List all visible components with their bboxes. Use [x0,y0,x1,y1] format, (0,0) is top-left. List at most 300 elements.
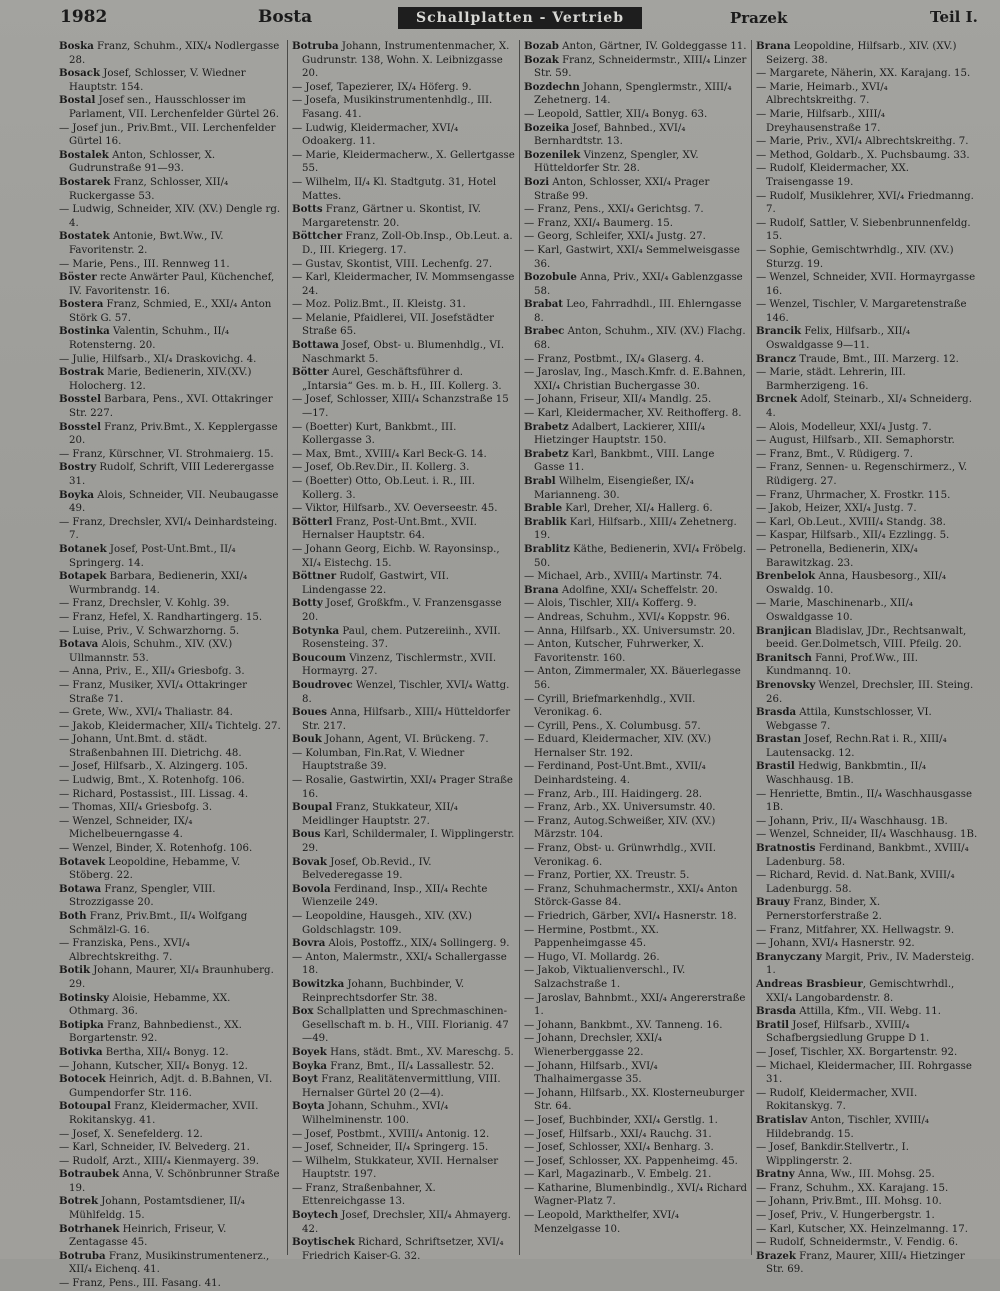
directory-entry [292,1100,515,1127]
entry-name: Bostatek [59,230,110,243]
entry-details: Wenzel, Tischler, XVI/₄ Wattg. 8. [302,679,510,705]
directory-entry [524,951,747,965]
directory-entry [59,298,283,325]
entry-details: — Ludwig, Schneider, XIV. (XV.) Dengle rg. 4. [59,204,281,229]
directory-entry [59,67,283,94]
entry-name: Boyek [292,1045,327,1058]
directory-entry [59,203,283,230]
directory-entry [756,434,979,448]
entry-name: Bostal [59,94,96,107]
entry-name: Bozab [524,40,559,52]
directory-entry [59,815,283,842]
directory-entry [756,40,979,67]
directory-entry [292,625,515,652]
directory-entry [59,1019,283,1046]
directory-entry [756,461,979,488]
entry-details: — Henriette, Bmtin., II/₄ Waschhausgasse 1B. [756,788,972,814]
entry-name: Botruba [59,1249,106,1262]
directory-entry [59,461,283,488]
directory-entry [59,448,283,462]
entry-details: — Josef, X. Senefelderg. 12. [59,1128,203,1140]
entry-details: — Anna, Hilfsarb., XX. Universumstr. 20. [524,625,736,637]
directory-entry [756,1060,979,1087]
entry-details: — Eduard, Kleidermacher, XIV. (XV.) Hernalser Str. 192. [524,734,712,759]
entry-name: Botava [59,638,99,651]
entry-name: Botanek [59,542,107,555]
entry-name: Bosack [59,67,101,80]
entry-name: Bostera [59,298,104,311]
directory-entry [292,733,515,747]
entry-name: Bowitzka [292,977,345,990]
directory-entry [524,393,747,407]
directory-entry [292,774,515,801]
entry-details: recte Anwärter Paul, Küchenchef, IV. Favoritenstr. 16. [69,272,275,297]
directory-entry [524,733,747,760]
entry-name: Boytech [292,1209,339,1222]
entry-name: Boyt [292,1073,319,1086]
directory-entry [59,842,283,856]
entry-name: Brastan [756,733,802,746]
directory-entry [756,706,979,733]
directory-entry [524,584,747,598]
directory-entry [292,1128,515,1142]
entry-details: Wenzel, Drechsler, III. Steing. 26. [766,679,974,705]
entry-details: Fanni, Prof.Ww., III. Kundmannq. 10. [766,652,918,678]
directory-entry [59,1195,283,1222]
entry-details: Heinrich, Adjt. d. B.Bahnen, VI. Gumpendorfer Str. 116. [69,1074,273,1099]
entry-details: Ferdinand, Bankbmt., XVIII/₄ Ladenburg. 58. [766,843,969,868]
directory-entry [292,94,515,121]
directory-entry [292,883,515,910]
entry-details: Marie, Bedienerin, XIV.(XV.) Holocherg. 12. [69,367,252,392]
entry-details: — Rosalie, Gastwirtin, XXI/₄ Prager Straße 16. [292,775,513,800]
entry-name: Bozenilek [524,148,581,161]
entry-details: — Franz, Autog.Schweißer, XIV. (XV.) Märzstr. 104. [524,815,716,841]
column-4 [751,40,983,1276]
directory-entry [59,489,283,516]
entry-details: Franz, Kleidermacher, XVII. Rokitanskyg. 41. [69,1101,259,1126]
directory-entry [59,1046,283,1060]
entry-details: Bertha, XII/₄ Bonyg. 12. [102,1046,229,1058]
entry-name: Böttner [292,570,337,583]
entry-details: — Johann, XVI/₄ Hasnerstr. 92. [756,938,915,950]
directory-entry [756,1019,979,1046]
directory-entry [756,353,979,367]
directory-entry [59,964,283,991]
directory-entry [59,393,283,420]
directory-entry [292,1005,515,1046]
directory-entry [756,1182,979,1196]
entry-details: — Cyrill, Briefmarkenhdlg., XVII. Veronikag. 6. [524,693,696,719]
entry-details: Franz, Binder, X. Pernerstorferstraße 2. [766,897,882,922]
entry-details: — Johann, Priv., II/₄ Waschhausg. 1B. [756,815,948,827]
entry-details: Josef, Schlosser, V. Wiedner Hauptstr. 154. [69,68,246,93]
entry-details: Franz, Priv.Bmt., X. Kepplergasse 20. [69,421,278,447]
entry-details: — Margarete, Näherin, XX. Karajang. 15. [756,68,971,80]
entry-name: Botocek [59,1073,106,1086]
entry-details: — Anna, Priv., E., XII/₄ Griesbofg. 3. [59,666,245,678]
directory-entry [524,665,747,692]
entry-details: — Johann, Bankbmt., XV. Tanneng. 16. [524,1019,723,1031]
directory-entry [524,1060,747,1087]
entry-name: Brablitz [524,542,570,555]
entry-details: — Karl, Kleidermacher, IV. Mommsengasse 24. [292,272,515,297]
entry-name: Botavek [59,855,106,868]
directory-entry [59,679,283,706]
directory-entry [59,883,283,910]
entry-name: Botruba [292,40,339,52]
directory-entry [292,339,515,366]
entry-details: — Katharine, Blumenbindlg., XVI/₄ Richard Wagner-Platz 7. [524,1182,747,1208]
entry-name: Brabetz [524,420,569,433]
entry-name: Bostarek [59,175,111,188]
entry-details: Franz, Zoll-Ob.Insp., Ob.Leut. a. D., III. Kriegerg. 17. [302,231,513,256]
directory-entry [59,611,283,625]
entry-name: Boudrovec [292,678,353,691]
entry-details: Leopoldine, Hilfsarb., XIV. (XV.) Seizerg. 38. [766,41,957,66]
directory-entry [524,801,747,815]
entry-details: — Johann, Unt.Bmt. d. städt. Straßenbahnen III. Dietrichg. 48. [59,734,242,759]
entry-details: — Josef, Bankdir.Stellvertr., I. Wipplingerstr. 2. [756,1142,909,1167]
directory-entry [756,679,979,706]
entry-name: Bötterl [292,515,333,528]
entry-details: — Karl, Kutscher, XX. Heinzelmanng. 17. [756,1223,968,1235]
entry-details: — Josef, Tischler, XX. Borgartenstr. 92. [756,1046,958,1058]
entry-details: — Marie, Heimarb., XVI/₄ Albrechtskreithg. 7. [756,81,888,107]
entry-details: Adalbert, Lackierer, XIII/₄ Hietzinger Hauptstr. 150. [534,421,706,447]
directory-entry [756,135,979,149]
entry-details: Rudolf, Gastwirt, VII. Lindengasse 22. [302,571,449,596]
directory-entry [524,122,747,149]
entry-details: Hans, städt. Bmt., XV. Mareschg. 5. [326,1046,514,1058]
entry-name: Boyka [59,488,94,501]
entry-details: — Franz, Straßenbahner, X. Ettenreichgasse 13. [292,1182,436,1208]
entry-details: — Melanie, Pfaidlerei, VII. Josefstädter Straße 65. [292,312,494,338]
entry-details: Vinzenz, Tischlermstr., XVII. Hormayrg. 27. [302,652,497,678]
entry-details: — Josef, Schlosser, XIII/₄ Schanzstraße 15—17. [292,394,509,420]
directory-entry [292,951,515,978]
entry-name: Bozobule [524,271,577,284]
page-header [0,0,1000,38]
entry-details: — Petronella, Bedienerin, XIX/₄ Barawitzkag. 23. [756,543,918,569]
entry-name: Botipka [59,1018,104,1031]
entry-details: — Leopoldine, Hausgeh., XIV. (XV.) Goldschlagstr. 109. [292,911,473,936]
directory-entry [524,81,747,108]
entry-details: Johann, Schuhm., XVI/₄ Wilhelminenstr. 100. [302,1101,449,1126]
entry-name: Branyczany [756,950,822,963]
directory-entry [292,502,515,516]
directory-entry [292,828,515,855]
entry-name: Bratislav [756,1113,808,1126]
entry-details: Karl, Schildermaler, I. Wipplingerstr. 29. [302,829,515,855]
entry-details: Schallplatten und Sprechmaschinen-Gesellschaft m. b. H., VIII. Florianig. 47—49. [302,1006,509,1045]
entry-details: — Josefa, Musikinstrumentenhdlg., III. Fasang. 41. [292,95,493,120]
entry-name: Branjican [756,624,812,637]
directory-entry [756,271,979,298]
entry-details: — Josef jun., Priv.Bmt., VII. Lerchenfelder Gürtel 16. [59,122,276,148]
directory-entry [292,393,515,420]
entry-name: Brancik [756,325,802,338]
directory-entry [59,1128,283,1142]
entry-details: — Johann, Drechsler, XXI/₄ Wienerberggasse 22. [524,1033,662,1058]
directory-entry [756,217,979,244]
directory-entry [292,1182,515,1209]
directory-entry [292,597,515,624]
entry-name: Botoupal [59,1100,111,1113]
entry-name: Bozi [524,175,550,188]
directory-entry [59,258,283,272]
entry-name: Bottawa [292,339,339,352]
entry-details: — Rudolf, Schneidermstr., V. Fendig. 6. [756,1237,959,1249]
entry-details: — Gustav, Skontist, VIII. Lechenfg. 27. [292,258,493,270]
entry-name: Botrek [59,1195,99,1208]
entry-name: Botik [59,964,91,977]
directory-entry [292,475,515,502]
entry-details: — Rudolf, Musiklehrer, XVI/₄ Friedmanng. 7. [756,190,974,216]
directory-entry [59,1168,283,1195]
entry-details: — Jaroslav, Bahnbmt., XXI/₄ Angererstraße 1. [524,992,746,1018]
directory-entry [756,1195,979,1209]
directory-entry [756,190,979,217]
entry-details: — Franz, Schuhm., XX. Karajang. 15. [756,1182,949,1194]
entry-details: — Franz, Kürschner, VI. Strohmaierg. 15. [59,448,274,460]
entry-details: — Rudolf, Arzt., XIII/₄ Kienmayerg. 39. [59,1155,259,1167]
entry-details: Franz, Bmt., II/₄ Lassallestr. 52. [327,1060,495,1072]
directory-entry [524,448,747,475]
directory-entry [292,1073,515,1100]
directory-entry [524,543,747,570]
entry-details: — Andreas, Schuhm., XVI/₄ Koppstr. 96. [524,611,730,623]
directory-entry [292,856,515,883]
directory-entry [524,1209,747,1236]
entry-name: Bostry [59,461,97,474]
directory-entry [292,81,515,95]
directory-entry [59,353,283,367]
directory-entry [292,1141,515,1155]
directory-entry [756,149,979,163]
entry-details: — Ludwig, Kleidermacher, XVI/₄ Odoakerg. 11. [292,122,459,148]
directory-entry [524,570,747,584]
entry-details: Felix, Hilfsarb., XII/₄ Oswaldgasse 9—11. [766,326,911,352]
directory-entry [524,1114,747,1128]
entry-details: Johann, Postamtsdiener, II/₄ Mühlfeldg. 15. [69,1196,245,1222]
entry-name: Bostinka [59,325,110,338]
directory-entry [524,407,747,421]
entry-name: Botts [292,203,323,216]
entry-details: — Franz, Hefel, X. Randhartingerg. 15. [59,611,263,623]
entry-details: Antonie, Bwt.Ww., IV. Favoritenstr. 2. [69,231,224,256]
directory-entry [292,448,515,462]
right-keyword: Prazek [730,9,788,27]
directory-entry [524,108,747,122]
entry-details: — Johann, Hilfsarb., XVI/₄ Thalhaimergasse 35. [524,1060,658,1086]
entry-details: — Franz, XXI/₄ Baumerg. 15. [524,217,674,229]
entry-details: — Richard, Revid. d. Nat.Bank, XVIII/₄ Ladenburgg. 58. [756,870,955,895]
entry-details: — Grete, Ww., XVI/₄ Thaliastr. 84. [59,707,233,719]
directory-entry [292,978,515,1005]
directory-entry [292,706,515,733]
entry-details: Franz, Schuhm., XIX/₄ Nodlergasse 28. [69,41,280,66]
entry-details: — Franz, Musiker, XVI/₄ Ottakringer Straße 71. [59,679,248,705]
directory-entry [756,543,979,570]
directory-entry [59,733,283,760]
entry-details: — Julie, Hilfsarb., XI/₄ Draskovichg. 4. [59,353,257,365]
entry-details: — Josef, Hilfsarb., XXI/₄ Rauchg. 31. [524,1128,712,1140]
directory-entry [524,842,747,869]
directory-entry [59,1073,283,1100]
entry-details: — Jakob, Kleidermacher, XII/₄ Tichtelg. 27. [59,720,281,732]
directory-entry [756,652,979,679]
directory-entry [524,883,747,910]
entry-details: Josef, Post-Unt.Bmt., II/₄ Springerg. 14. [69,543,236,569]
entry-name: Boytischek [292,1236,355,1249]
entry-details: — Rudolf, Kleidermacher, XX. Traisengasse 19. [756,163,910,188]
directory-entry [524,230,747,244]
directory-entry [292,910,515,937]
entry-details: — Johann, Kutscher, XII/₄ Bonyg. 12. [59,1060,248,1072]
entry-details: Franz, Musikinstrumentenerz., XII/₄ Eichenq. 41. [69,1250,270,1276]
entry-name: Branitsch [756,651,812,664]
entry-details: Anna, Ww., III. Mohsg. 25. [794,1169,935,1181]
directory-entry [756,1141,979,1168]
entry-details: Margit, Priv., IV. Madersteig. 1. [766,951,975,977]
entry-name: Böttcher [292,230,343,243]
directory-entry [756,516,979,530]
column-1 [55,40,287,1290]
directory-entry [524,40,747,54]
entry-details: Aurel, Geschäftsführer d. „Intarsia“ Ges. m. b. H., III. Kollerg. 3. [302,367,502,392]
entry-details: — Wenzel, Schneider, IX/₄ Michelbeuerngasse 4. [59,815,193,841]
entry-details: — Hermine, Postbmt., XX. Pappenheimgasse 45. [524,924,659,950]
entry-details: — Franz, Pens., XXI/₄ Gerichtsg. 7. [524,204,704,216]
entry-name: Botraubek [59,1168,120,1181]
entry-details: Johann, Agent, VI. Brückeng. 7. [321,734,489,746]
entry-details: Heinrich, Friseur, V. Zentagasse 45. [69,1223,227,1249]
entry-details: Johann, Instrumentenmacher, X. Gudrunstr. 138, Wohn. X. Leibnizgasse 20. [302,41,510,80]
entry-details: Josef, Ob.Revid., IV. Belvederegasse 19. [302,856,432,882]
entry-details: — Josef, Schlosser, XXI/₄ Benharg. 3. [524,1142,714,1154]
entry-details: — Thomas, XII/₄ Griesbofg. 3. [59,802,213,814]
entry-name: Bovola [292,882,331,895]
directory-entry [524,1168,747,1182]
entry-details: — Georg, Schleifer, XXI/₄ Justg. 27. [524,231,706,243]
entry-details: — Franz, Arb., III. Haidingerg. 28. [524,788,703,800]
entry-details: — Josef, Schneider, II/₄ Springerg. 15. [292,1142,489,1154]
entry-details: Josef, Rechn.Rat i. R., XIII/₄ Lautensackg. 12. [766,734,947,759]
directory-entry [59,774,283,788]
entry-name: Brabl [524,475,556,487]
entry-details: — Wenzel, Binder, X. Rotenhofg. 106. [59,843,253,855]
entry-details: — Leopold, Sattler, XII/₄ Bonyg. 63. [524,108,708,120]
entry-details: — Marie, Hilfsarb., XIII/₄ Dreyhausenstraße 17. [756,108,885,134]
entry-name: Brazek [756,1249,796,1262]
directory-entry [756,366,979,393]
entry-name: Brabec [524,325,565,338]
entry-details: — Luise, Priv., V. Schwarzhorng. 5. [59,625,240,637]
entry-details: — Franz, Mitfahrer, XX. Hellwagstr. 9. [756,924,955,936]
entry-details: — Wilhelm, Stukkateur, XVII. Hernalser Hauptstr. 197. [292,1155,499,1181]
entry-details: Rudolf, Schrift, VIII Lederergasse 31. [69,462,274,487]
directory-entry [292,366,515,393]
entry-name: Botrhanek [59,1222,120,1235]
directory-entry [756,67,979,81]
directory-entry [59,176,283,203]
entry-details: Franz, Spengler, VIII. Strozzigasse 20. [69,883,216,909]
entry-details: Käthe, Bedienerin, XVI/₄ Fröbelg. 50. [534,543,747,569]
entry-details: — Franziska, Pens., XVI/₄ Albrechtskreithg. 7. [59,938,190,963]
entry-details: Franz, Maurer, XIII/₄ Hietzinger Str. 69. [766,1250,965,1276]
entry-details: — Leopold, Markthelfer, XVI/₄ Menzelgasse 10. [524,1210,679,1235]
directory-entry [756,298,979,325]
directory-entry [59,325,283,352]
entry-details: Anton, Schlosser, X. Gudrunstraße 91—93. [69,149,216,175]
directory-entry [292,652,515,679]
directory-entry [756,1087,979,1114]
directory-entry [756,108,979,135]
directory-entry [59,1250,283,1277]
entry-details: Anton, Schuhm., XIV. (XV.) Flachg. 68. [534,326,746,352]
entry-name: Bosstel [59,393,101,406]
directory-entry [292,203,515,230]
directory-entry [524,176,747,203]
directory-entry [756,1250,979,1277]
entry-details: Alois, Schuhm., XIV. (XV.) Ullmannstr. 53. [69,639,233,664]
directory-entry [524,693,747,720]
entry-name: Boyka [292,1059,327,1072]
entry-details: — Moz. Poliz.Bmt., II. Kleistg. 31. [292,299,466,311]
directory-entry [292,312,515,339]
directory-entry [756,1209,979,1223]
entry-details: — Josef, Tapezierer, IX/₄ Höferg. 9. [292,81,472,93]
entry-details: — Anton, Zimmermaler, XX. Bäuerlegasse 56. [524,666,741,691]
directory-entry [292,298,515,312]
directory-entry [756,815,979,829]
entry-name: Bratil [756,1018,790,1031]
entry-details: — Alois, Tischler, XII/₄ Kofferg. 9. [524,598,697,610]
entry-name: Böster [59,271,97,284]
entry-details: — (Boetter) Kurt, Bankbmt., III. Kollergasse 3. [292,421,457,447]
entry-details: Anna, Hilfsarb., XIII/₄ Hütteldorfer Str. 217. [302,707,511,732]
entry-details: — Josef, Priv., V. Hungerbergstr. 1. [756,1210,935,1222]
directory-entry [524,54,747,81]
entry-details: — Wilhelm, II/₄ Kl. Stadtgutg. 31, Hotel Mattes. [292,176,497,202]
directory-entry [756,1236,979,1250]
entry-details: Franz, Schmied, E., XXI/₄ Anton Störk G. 57. [69,299,272,324]
entry-details: Aloisie, Hebamme, XX. Othmarg. 36. [69,992,231,1018]
directory-entry [292,40,515,81]
directory-entry [292,543,515,570]
directory-entry [59,230,283,257]
entry-details: Johann, Maurer, XI/₄ Braunhuberg. 29. [69,965,274,990]
directory-entry [292,421,515,448]
entry-details: Franz, Priv.Bmt., II/₄ Wolfgang Schmälzl-G. 16. [69,911,248,936]
directory-entry [524,1182,747,1209]
entry-name: Brenovsky [756,678,816,691]
directory-entry [292,570,515,597]
directory-entry [756,502,979,516]
entry-name: Boues [292,706,328,719]
entry-details: Anna, Priv., XXI/₄ Gablenzgasse 58. [534,272,743,297]
part-label: Teil I. [930,8,978,26]
directory-entry [292,271,515,298]
directory-entry [292,801,515,828]
entry-details: — Jakob, Heizer, XXI/₄ Justg. 7. [756,503,917,515]
entry-details: — Franz, Schuhmachermstr., XXI/₄ Anton Störck-Gasse 84. [524,883,738,909]
directory-entry [524,271,747,298]
entry-details: — Jakob, Viktualienverschl., IV. Salzachstraße 1. [524,965,686,990]
directory-entry [292,516,515,543]
directory-entry [524,597,747,611]
